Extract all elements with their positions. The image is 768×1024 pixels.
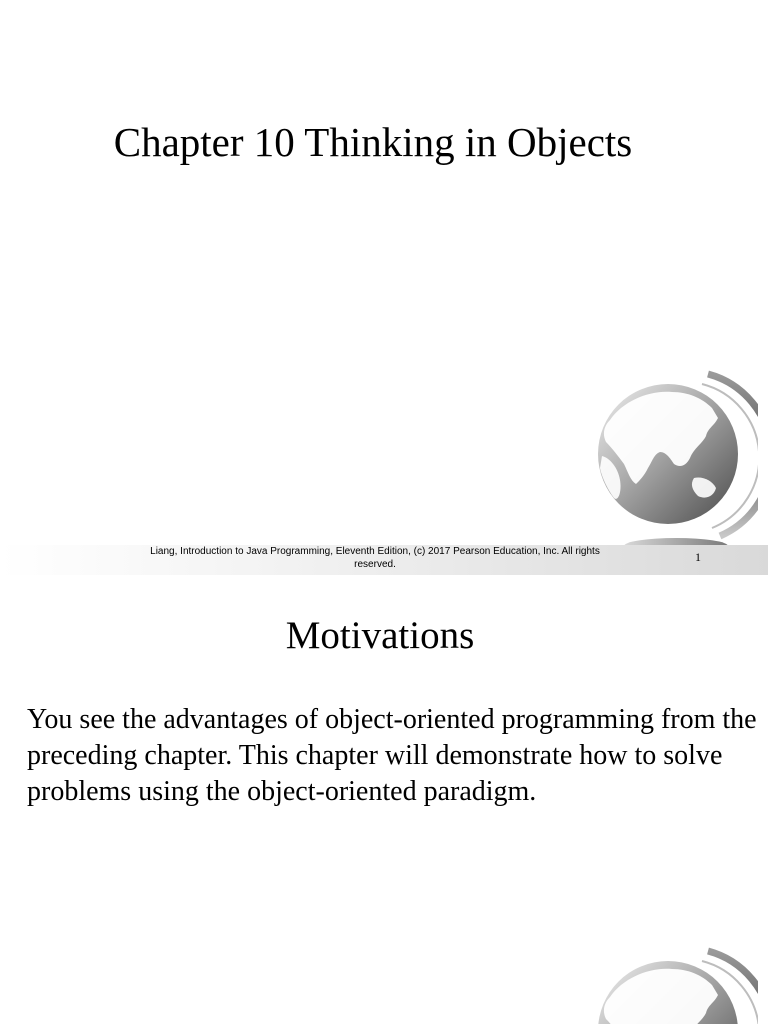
page-number: 1 (695, 550, 701, 564)
globe-icon (590, 945, 758, 1024)
globe-icon (590, 368, 758, 560)
copyright-footer: Liang, Introduction to Java Programming, Eleventh Edition, (c) 2017 Pearson Education, Inc. All rights reserved. (150, 546, 600, 570)
slide-title: Chapter 10 Thinking in Objects (113, 119, 633, 165)
slide-body-text: You see the advantages of object-oriented programming from the preceding chapter. This chapter will demonstrate how to solve problems using the object-oriented paradigm. (27, 704, 757, 807)
slide-2 (0, 575, 768, 1024)
slide-title: Motivations (285, 614, 475, 657)
